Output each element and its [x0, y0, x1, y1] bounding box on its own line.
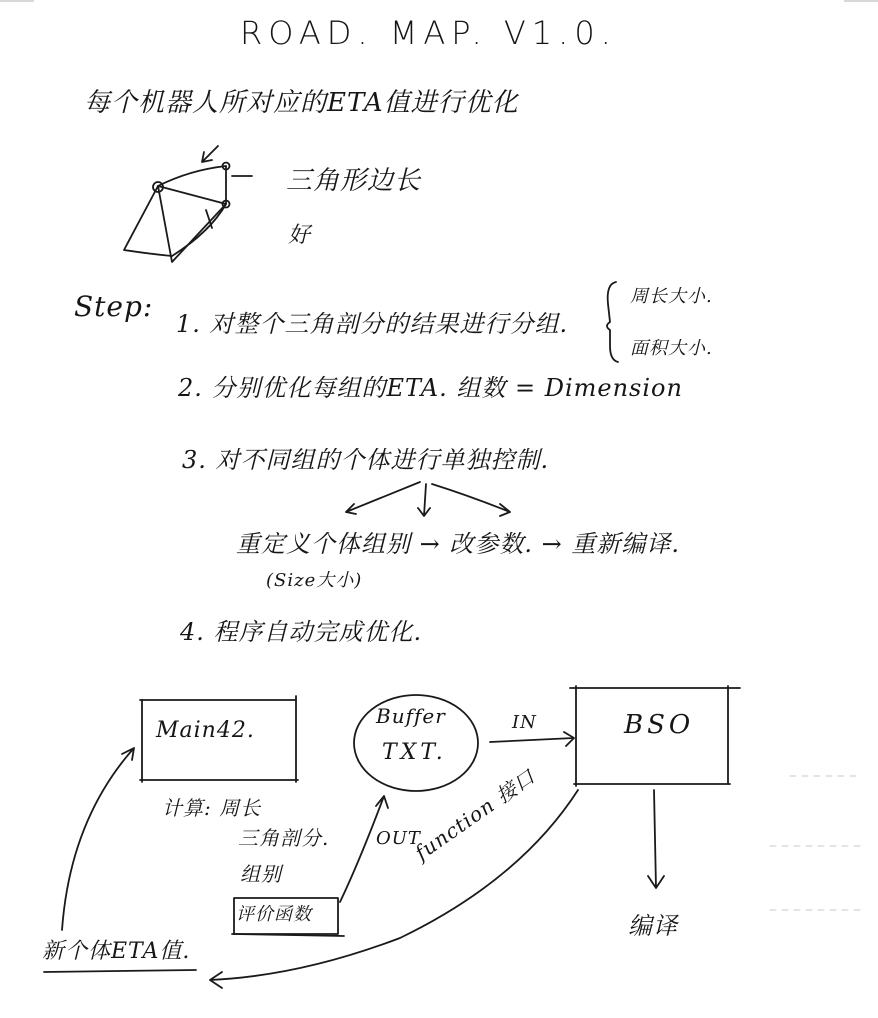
out-arrow-label: OUT [376, 828, 421, 849]
step3-branches [346, 482, 510, 516]
function-interface-label: function 接口 [410, 764, 540, 865]
calc-line-2: 三角剖分. [238, 826, 330, 850]
step-3: 3. 对不同组的个体进行单独控制. [182, 446, 550, 474]
mesh-diag [158, 186, 226, 204]
brace-item-area: 面积大小. [630, 338, 713, 359]
new-eta-arrow [62, 748, 134, 930]
main-box-label: Main42. [156, 718, 255, 743]
compile-label: 编译 [628, 912, 678, 940]
figure-sub-note: 好 [288, 223, 312, 248]
intro-line: 每个机器人所对应的ETA值进行优化 [84, 88, 519, 118]
step3-size-note: (Size大小) [266, 570, 363, 591]
brace-item-perimeter: 周长大小. [630, 286, 713, 307]
function-arrow [210, 790, 578, 988]
steps-heading: Step: [74, 290, 154, 323]
step-1: 1. 对整个三角剖分的结果进行分组. [176, 310, 569, 338]
mesh-inner [158, 186, 226, 262]
buffer-label-line1: Buffer [376, 704, 446, 728]
page-title: ROAD. MAP. V1.0. [240, 14, 617, 52]
new-eta-underline [44, 970, 196, 972]
branch-mid [418, 484, 430, 516]
step3-sub-flow: 重定义个体组别 → 改参数. → 重新编译. [236, 530, 680, 558]
step-2: 2. 分别优化每组的ETA. 组数 = Dimension [178, 374, 683, 402]
scan-artifacts [770, 776, 862, 910]
branch-left [346, 482, 420, 514]
bso-box-label: BSO [624, 710, 695, 740]
in-arrow-label: IN [512, 712, 537, 733]
out-arrow [340, 796, 388, 902]
mesh-arc-top [158, 166, 226, 186]
calc-line-1: 计算: 周长 [162, 796, 262, 820]
triangle-mesh-sketch [124, 146, 252, 262]
branch-right [432, 484, 510, 516]
step-4: 4. 程序自动完成优化. [180, 618, 423, 646]
step1-brace [607, 282, 618, 362]
mesh-arrow [202, 146, 218, 162]
eval-box-label: 评价函数 [236, 904, 312, 925]
in-arrow [490, 732, 574, 746]
mesh-right [172, 166, 226, 256]
new-eta-label: 新个体ETA值. [42, 939, 191, 964]
figure-caption: 三角形边长 [286, 166, 422, 196]
buffer-label-line2: TXT. [382, 740, 447, 765]
calc-line-3: 组别 [240, 862, 282, 886]
compile-arrow [648, 790, 664, 888]
